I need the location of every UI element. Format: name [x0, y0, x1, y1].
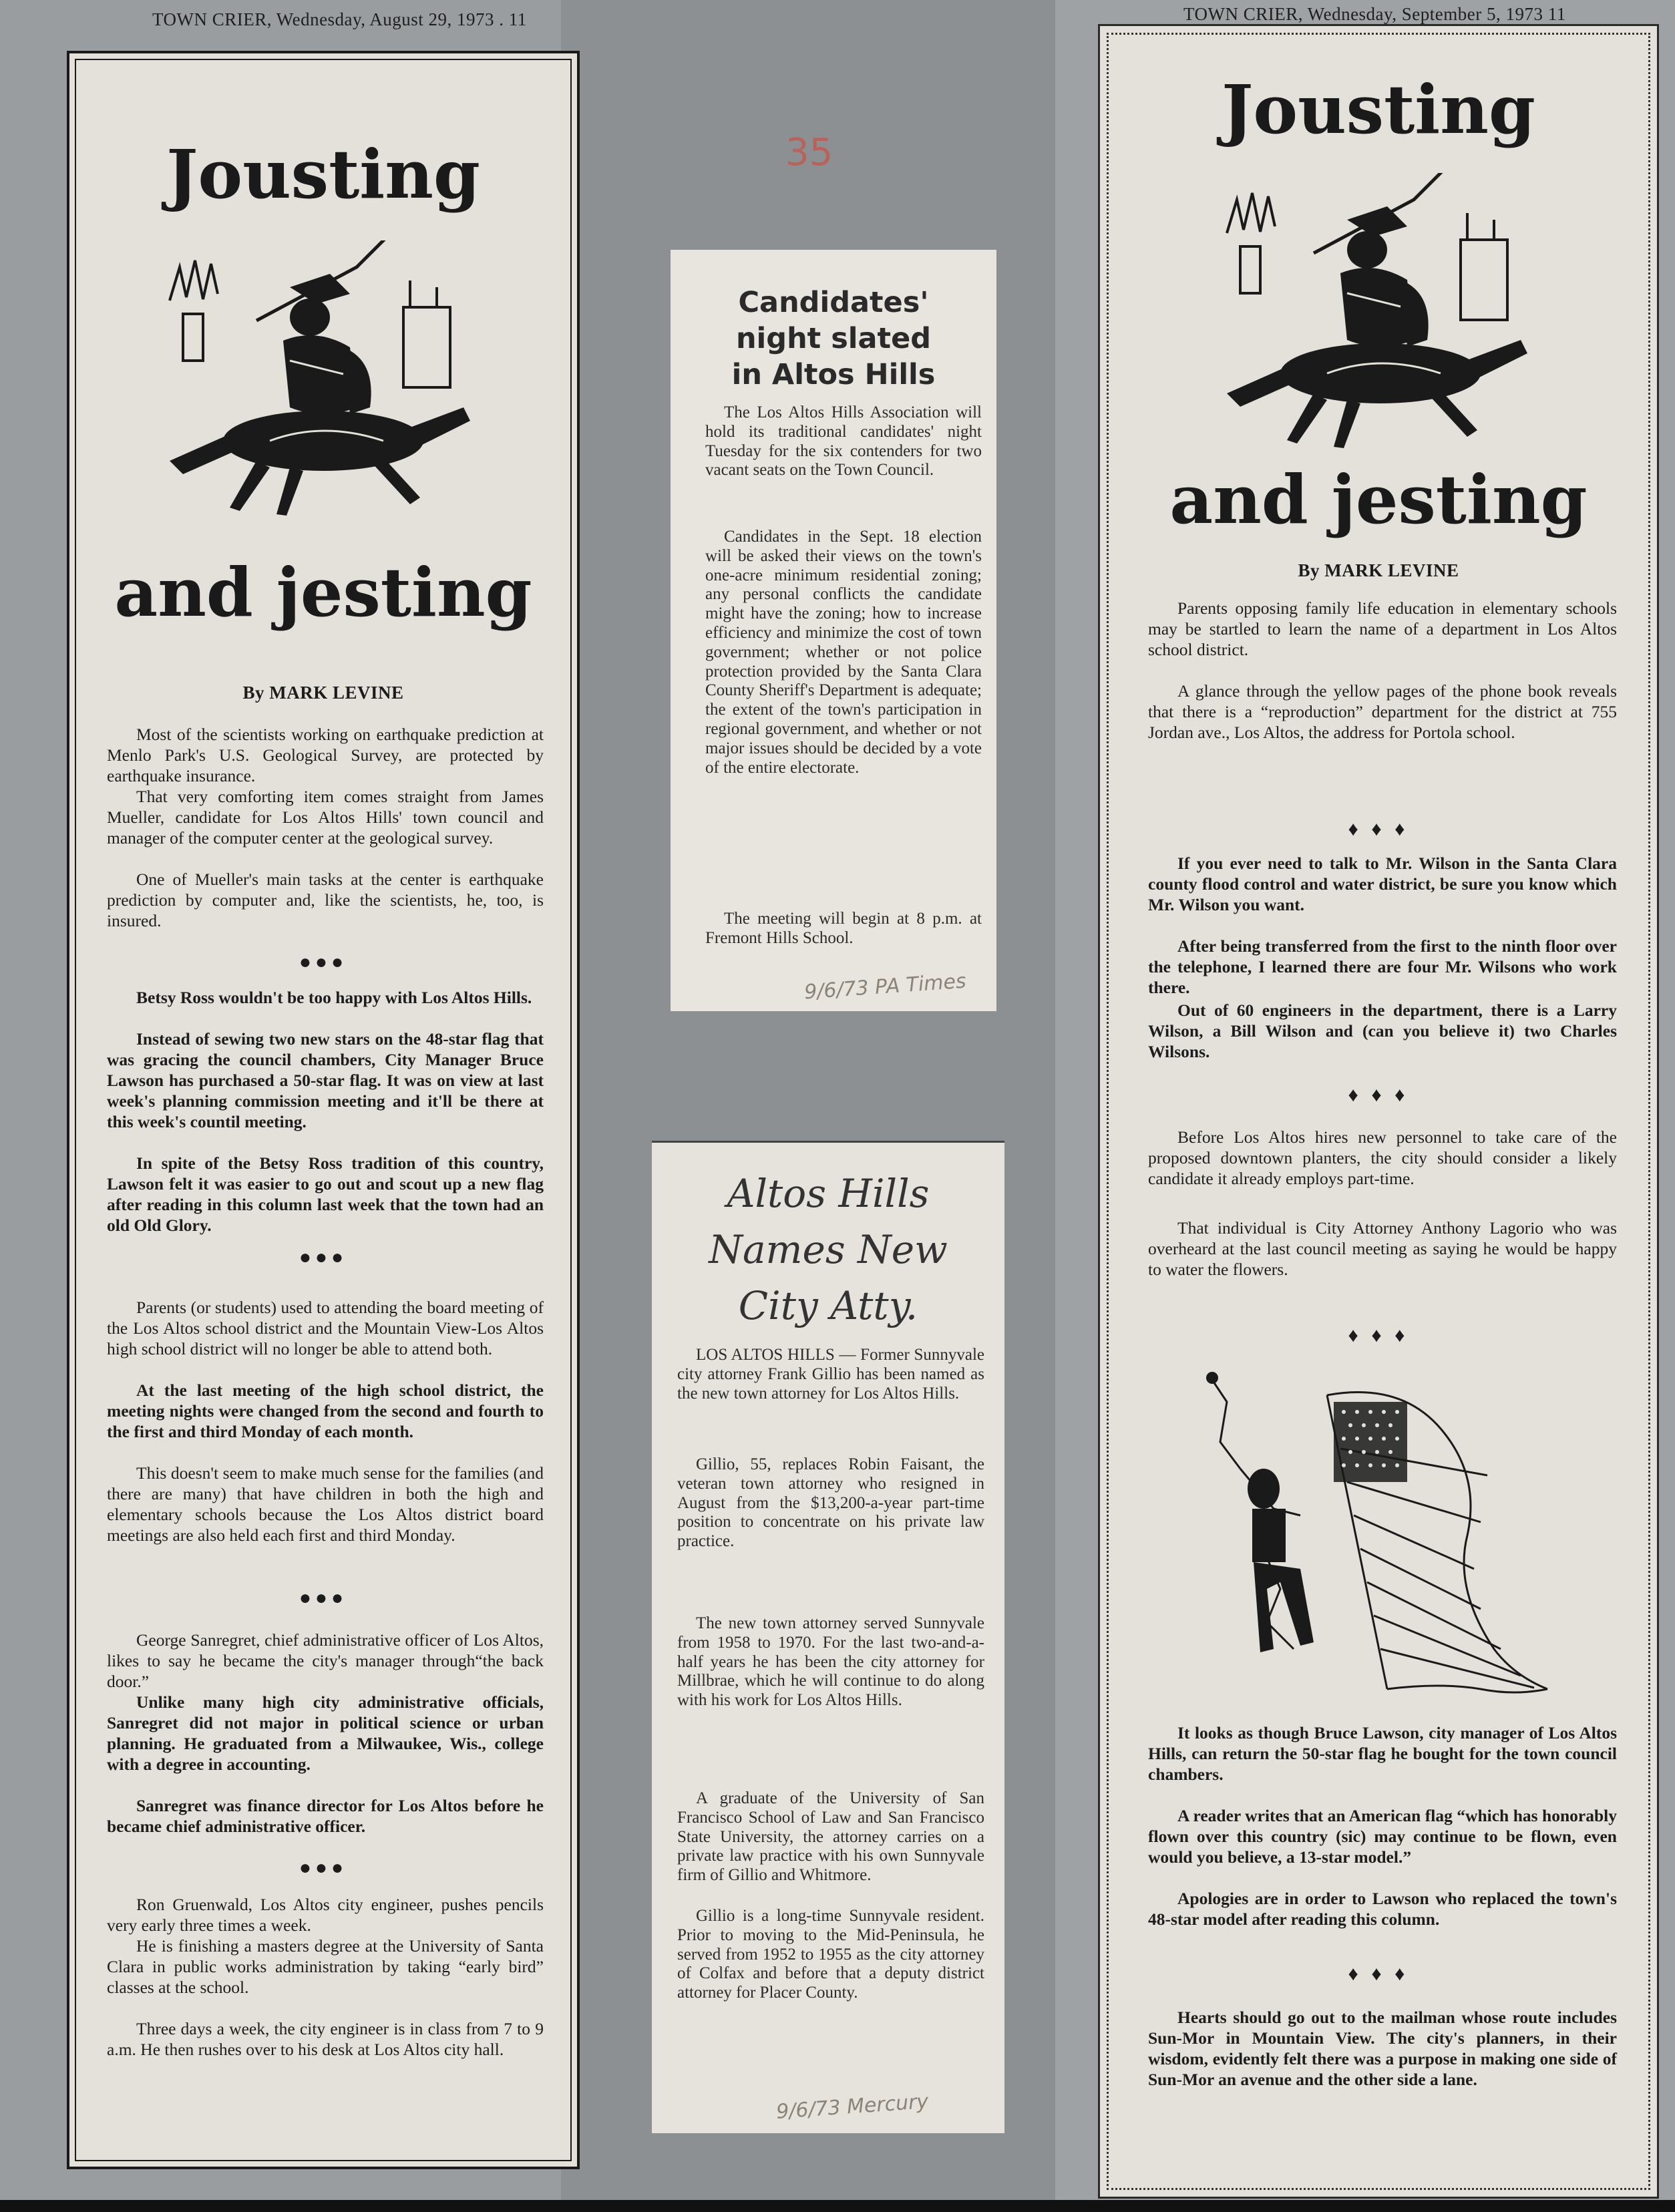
paragraph: If you ever need to talk to Mr. Wilson in the Santa Clara county flood control and water district, be sure you know which Mr. Wilson you want. [1148, 854, 1617, 914]
headline-line: Altos Hills [727, 1171, 930, 1216]
paragraph: Hearts should go out to the mailman whose route includes Sun-Mor in Mountain View. The city's planners, in their wisdom, evidently felt there was a purpose in making one side of Sun-Mor an avenue and the other side a lane. [1148, 2008, 1617, 2089]
paragraph: That individual is City Attorney Anthony Lagorio who was overheard at the last council meeting as saying he would be happy to water the flowers. [1148, 1218, 1617, 1279]
left-page-header: TOWN CRIER, Wednesday, August 29, 1973 . 11 [152, 9, 527, 29]
headline-line: night slated [735, 322, 932, 355]
section-separator: ♦ ♦ ♦ [1348, 1324, 1409, 1346]
paragraph: Before Los Altos hires new personnel to take care of the proposed downtown planters, the city should consider a likely candidate it already employs part-time. [1148, 1127, 1617, 1188]
paragraph: One of Mueller's main tasks at the center is earthquake prediction by computer and, like the scientists, he, too, is insured. [107, 870, 544, 930]
candidates-night-clipping [671, 250, 996, 1011]
paragraph: Apologies are in order to Lawson who replaced the town's 48-star model after reading this column. [1148, 1889, 1617, 1929]
paragraph: A graduate of the University of San Francisco School of Law and San Francisco State University, the attorney carries on a private law practice with his own Sunnyvale firm of Gillio and Whitmore. [677, 1789, 984, 1885]
column-title-bottom: and jesting [114, 553, 532, 632]
paragraph: Unlike many high city administrative officials, Sanregret did not major in political science or urban planning. He graduated from a Milwaukee, Wis., college with a degree in accounting. [107, 1692, 544, 1774]
left-column-clipping [67, 51, 580, 2169]
paragraph: George Sanregret, chief administrative officer of Los Altos, likes to say he became the city's manager through“the back door.” [107, 1630, 544, 1691]
headline-line: Candidates' [738, 286, 929, 319]
flag-bearer-illustration [1200, 1368, 1574, 1716]
paragraph: After being transferred from the first to the ninth floor over the telephone, I learned there are four Mr. Wilsons who work there. [1148, 936, 1617, 997]
paragraph: Ron Gruenwald, Los Altos city engineer, pushes pencils very early three times a week. [107, 1895, 544, 1935]
city-attorney-clipping [652, 1141, 1004, 2133]
paragraph: The new town attorney served Sunnyvale from 1958 to 1970. For the last two-and-a-half years he has been the city attorney for Millbrae, which he will continue to do along with his work for Los Altos Hills. [677, 1614, 984, 1710]
paragraph: A glance through the yellow pages of the phone book reveals that there is a “reproduction” department for the district at 755 Jordan ave., Los Altos, the address for Portola school. [1148, 681, 1617, 742]
paragraph: Three days a week, the city engineer is in class from 7 to 9 a.m. He then rushes over to his desk at Los Altos city hall. [107, 2019, 544, 2059]
paragraph: LOS ALTOS HILLS — Former Sunnyvale city attorney Frank Gillio has been named as the new town attorney for Los Altos Hills. [677, 1346, 984, 1403]
paragraph: Sanregret was finance director for Los Altos before he became chief administrative officer. [107, 1796, 544, 1836]
section-separator: ●●● [299, 951, 348, 973]
paragraph: The meeting will begin at 8 p.m. at Fremont Hills School. [705, 910, 982, 947]
paragraph: Most of the scientists working on earthquake prediction at Menlo Park's U.S. Geological Survey, are protected by earthquake insurance. [107, 725, 544, 785]
right-column-clipping [1098, 24, 1659, 2199]
section-separator: ●●● [299, 1246, 348, 1268]
paragraph: Parents opposing family life education in elementary schools may be startled to learn the name of a department in Los Altos school district. [1148, 598, 1617, 659]
paragraph: Gillio is a long-time Sunnyvale resident. Prior to moving to the Mid-Peninsula, he served from 1952 to 1955 as the city attorney of Colfax and before that a deputy district attorney for Placer County. [677, 1907, 984, 2002]
headline-line: Names New [709, 1227, 948, 1272]
jousting-jester-illustration [1214, 173, 1547, 453]
byline: By MARK LEVINE [242, 683, 404, 703]
column-title-top: Jousting [1222, 70, 1535, 149]
paragraph: Gillio, 55, replaces Robin Faisant, the veteran town attorney who resigned in August from the $13,200-a-year part-time position to concentrate on his private law practice. [677, 1455, 984, 1551]
handwritten-date-note: 9/6/73 Mercury [775, 2090, 930, 2124]
section-separator: ●●● [299, 1587, 348, 1609]
section-separator: ♦ ♦ ♦ [1348, 818, 1409, 840]
paragraph: Out of 60 engineers in the department, there is a Larry Wilson, a Bill Wilson and (can you believe it) two Charles Wilsons. [1148, 1000, 1617, 1061]
headline-line: in Altos Hills [731, 358, 936, 391]
right-page-header: TOWN CRIER, Wednesday, September 5, 1973 11 [1183, 4, 1566, 24]
page-number-pencil: 35 [785, 131, 833, 174]
column-title-bottom: and jesting [1169, 460, 1588, 539]
paragraph: That very comforting item comes straight from James Mueller, candidate for Los Altos Hills' town council and manager of the computer center at the geological survey. [107, 787, 544, 848]
jousting-jester-illustration [156, 240, 490, 521]
section-separator: ●●● [299, 1857, 348, 1879]
paragraph: Candidates in the Sept. 18 election will be asked their views on the town's one-acre minimum residential zoning; any personal conflicts the candidate might have the zoning; how to increase efficiency and minimize the cost of town government; whether or not police protection provided by the Santa Clara County Sheriff's Department is adequate; the extent of the town's participation in regional government, and whether or not major issues should be decided by a vote of the entire electorate. [705, 528, 982, 777]
paragraph: He is finishing a masters degree at the University of Santa Clara in public works administration by taking “early bird” classes at the school. [107, 1936, 544, 1997]
paragraph: The Los Altos Hills Association will hold its traditional candidates' night Tuesday for the six contenders for two vacant seats on the Town Council. [705, 403, 982, 480]
paragraph: It looks as though Bruce Lawson, city manager of Los Altos Hills, can return the 50-star flag he bought for the town council chambers. [1148, 1723, 1617, 1784]
section-separator: ♦ ♦ ♦ [1348, 1963, 1409, 1985]
paragraph: At the last meeting of the high school district, the meeting nights were changed from the second and fourth to the first and third Monday of each month. [107, 1380, 544, 1441]
bottom-edge [0, 2200, 1675, 2212]
paragraph: Betsy Ross wouldn't be too happy with Los Altos Hills. [136, 988, 532, 1007]
paragraph: This doesn't seem to make much sense for the families (and there are many) that have children in both the high and elementary schools because the Los Altos district board meetings are also held each first and third Monday. [107, 1463, 544, 1545]
paragraph: Parents (or students) used to attending the board meeting of the Los Altos school district and the Mountain View-Los Altos high school district will no longer be able to attend both. [107, 1298, 544, 1358]
headline-line: City Atty. [738, 1283, 918, 1328]
paragraph: Instead of sewing two new stars on the 48-star flag that was gracing the council chambers, City Manager Bruce Lawson has purchased a 50-star flag. It was on view at last week's planning commission meeting and it'll be there at this week's countil meeting. [107, 1029, 544, 1131]
handwritten-date-note: 9/6/73 PA Times [803, 969, 967, 1004]
column-title-top: Jousting [166, 135, 480, 214]
byline: By MARK LEVINE [1298, 560, 1459, 580]
paragraph: A reader writes that an American flag “which has honorably flown over this country (sic) may continue to be flown, even would you believe, a 13-star model.” [1148, 1806, 1617, 1867]
section-separator: ♦ ♦ ♦ [1348, 1084, 1409, 1106]
paragraph: In spite of the Betsy Ross tradition of this country, Lawson felt it was easier to go out and scout up a new flag after reading in this column last week that the town had an old Old Glory. [107, 1153, 544, 1235]
